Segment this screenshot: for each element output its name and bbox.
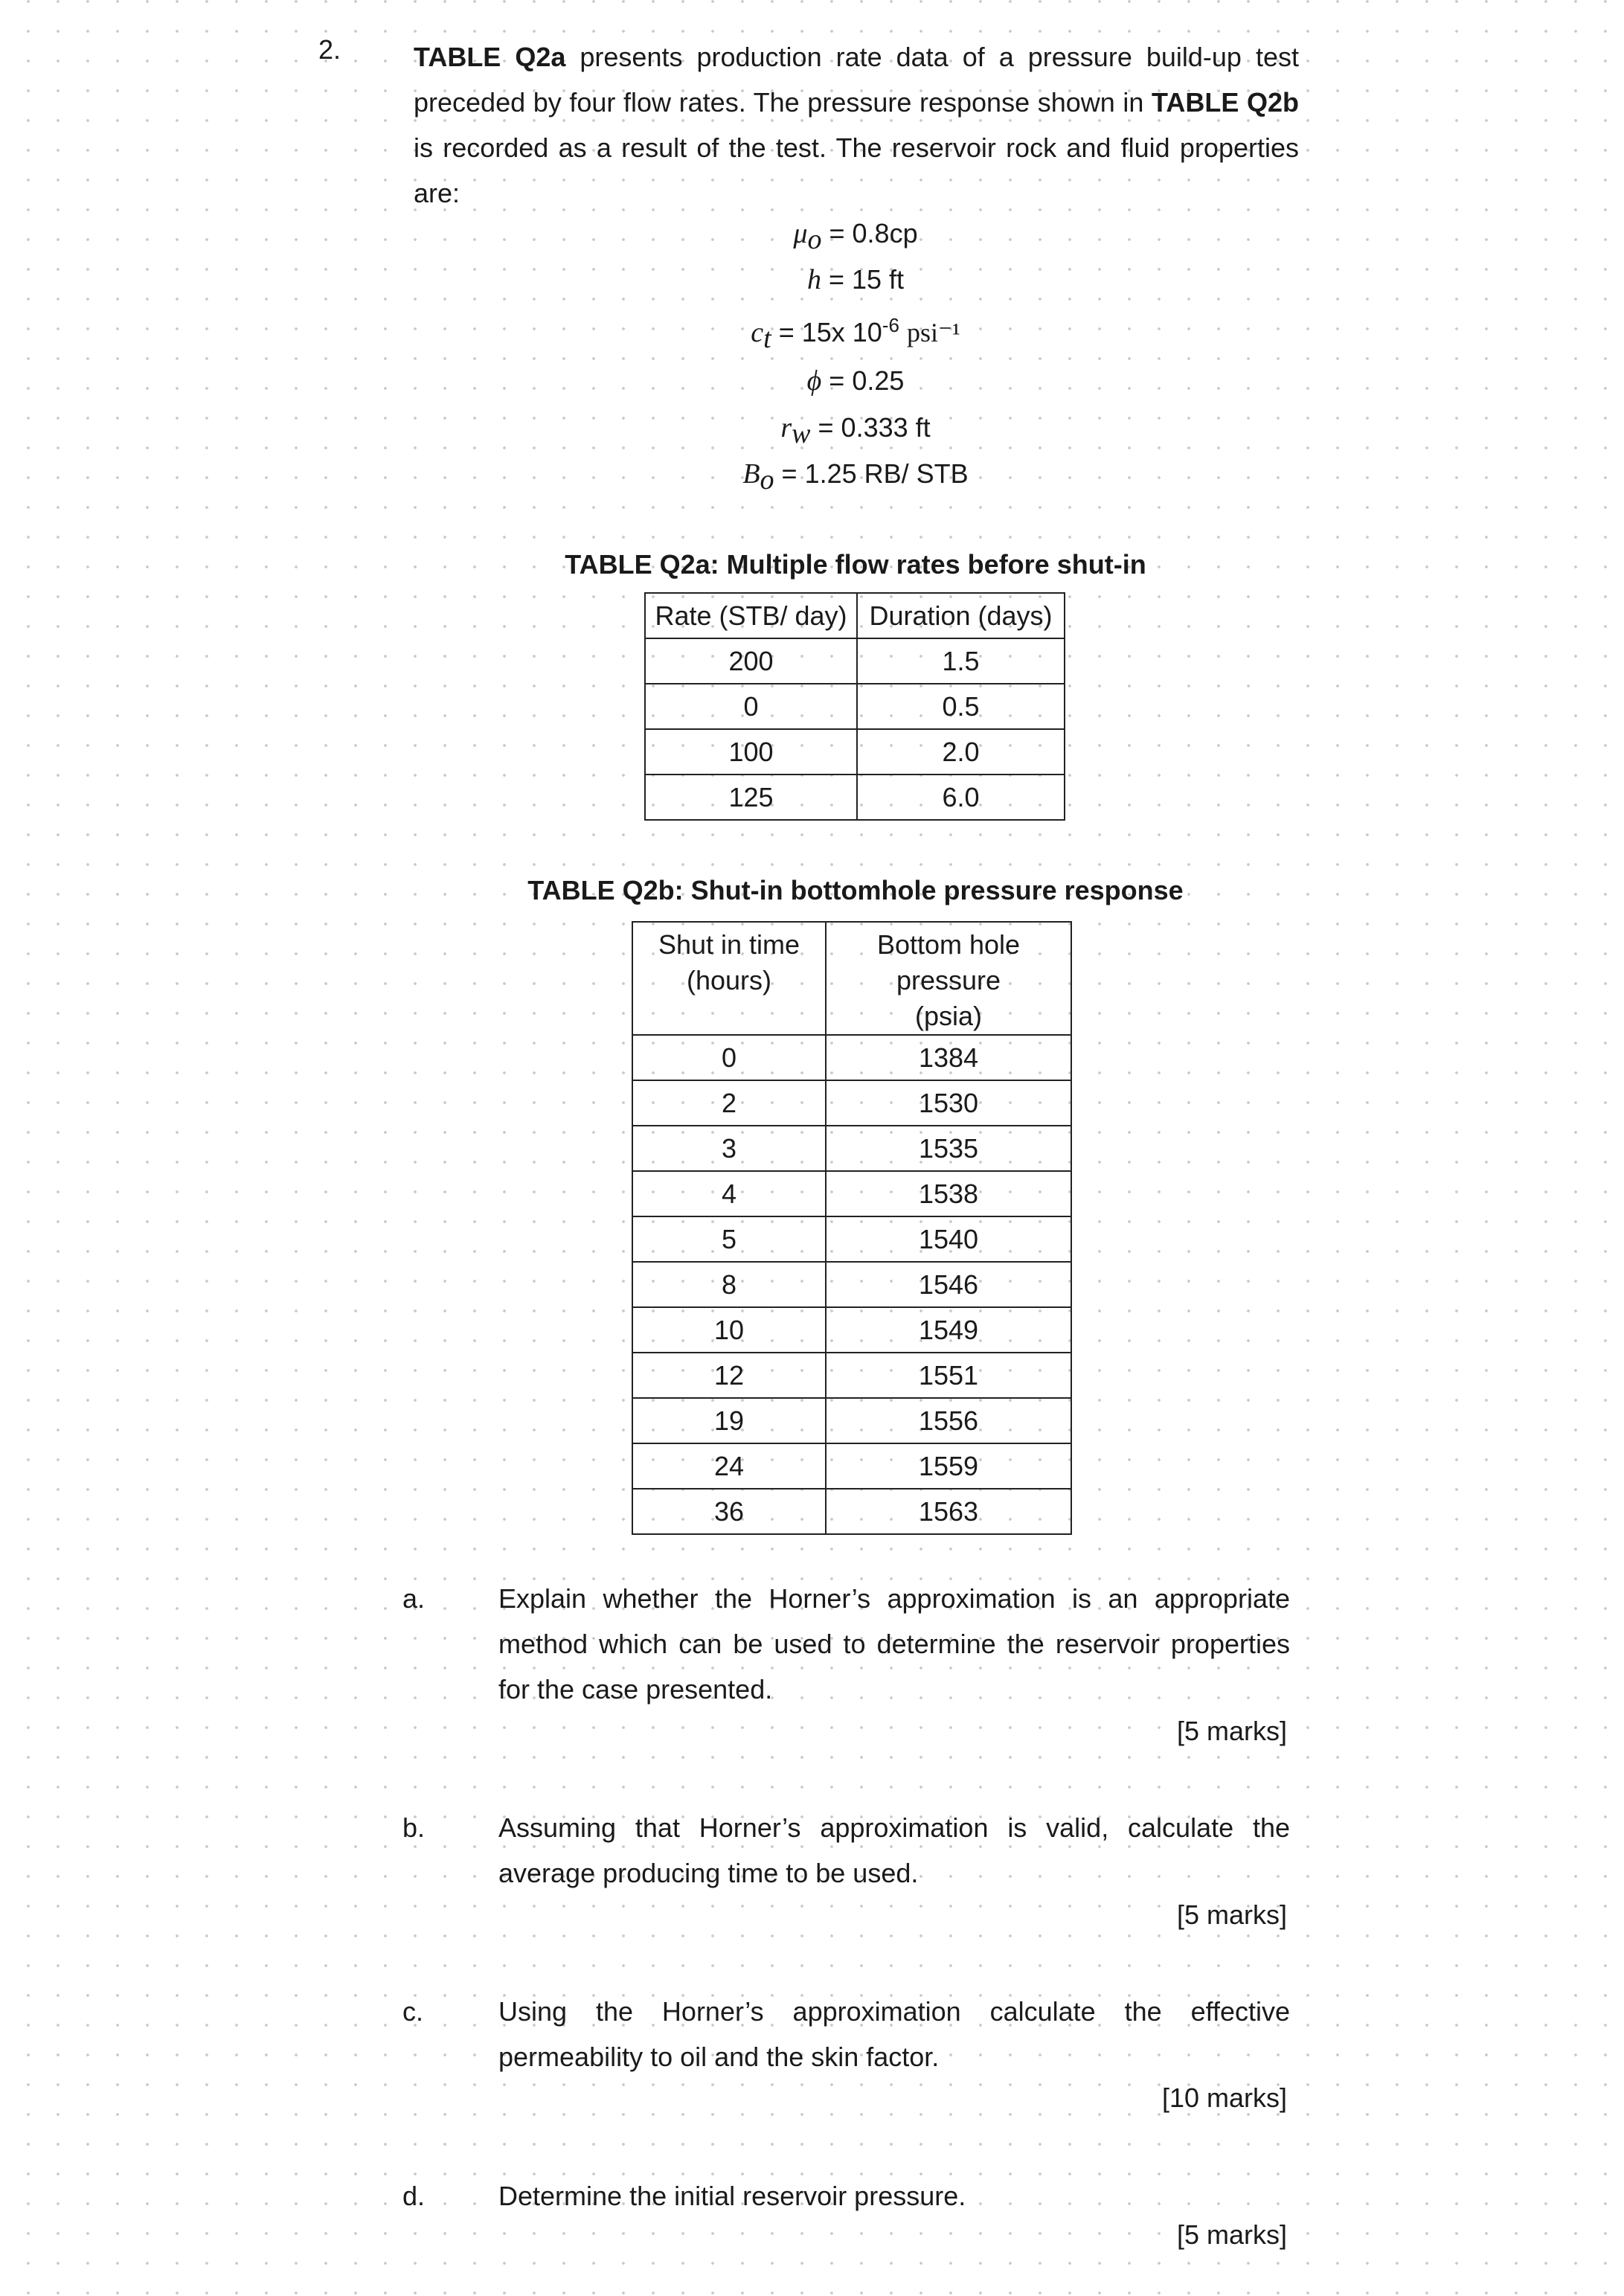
table-row: 19 1556 — [632, 1398, 1071, 1443]
part-a-text: Explain whether the Horner’s approximation is an appropriate method which can be used to determine the reservoir properties for the case presented. — [498, 1583, 1290, 1705]
part-d-text: Determine the initial reservoir pressure. — [498, 2181, 966, 2211]
column-header-rate: Rate (STB/ day) — [645, 593, 857, 638]
part-b-letter: b. — [402, 1812, 426, 1843]
part-d-letter: d. — [402, 2181, 426, 2211]
property-wellbore-radius: $r_w = 0.333$ ft — [780, 412, 931, 450]
table-row: 100 2.0 — [645, 729, 1065, 775]
part-c-text: Using the Horner’s approximation calculate the effective permeability to oil and the skin factor. — [498, 1996, 1290, 2072]
table-row: 2 1530 — [632, 1080, 1071, 1126]
property-formation-volume-factor: $B_o = 1.25$ RB/ STB — [742, 458, 969, 496]
table-q2b-caption: TABLE Q2b: Shut-in bottomhole pressure response — [527, 875, 1184, 905]
part-d-marks: [5 marks] — [1176, 2219, 1287, 2250]
part-b-marks: [5 marks] — [1176, 1899, 1287, 1930]
table-ref-q2b: TABLE Q2b — [1152, 87, 1299, 118]
table-row: 5 1540 — [632, 1216, 1071, 1262]
table-row: 24 1559 — [632, 1443, 1071, 1489]
column-header-shut-in-time: Shut in time (hours) — [632, 922, 826, 1035]
question-intro — [414, 34, 1299, 216]
table-row: 36 1563 — [632, 1489, 1071, 1534]
intro-text-2: is recorded as a result of the test. The reservoir rock and fluid properties are: — [414, 132, 1299, 208]
table-row: 12 1551 — [632, 1353, 1071, 1398]
table-row: 10 1549 — [632, 1307, 1071, 1353]
property-porosity: ϕ = 0.25 — [806, 365, 905, 397]
table-row: 3 1535 — [632, 1126, 1071, 1171]
part-a-marks: [5 marks] — [1176, 1716, 1287, 1746]
table-row: 125 6.0 — [645, 775, 1065, 820]
column-header-duration: Duration (days) — [857, 593, 1065, 638]
table-header-row — [645, 593, 1065, 638]
property-compressibility: $c_t = 15x$ $10^{-6}$ psi⁻¹ — [751, 314, 960, 355]
table-q2b — [632, 921, 1072, 1535]
property-thickness: h = 15 ft — [806, 264, 905, 295]
part-c-letter: c. — [402, 1996, 424, 2027]
table-q2a — [644, 592, 1065, 821]
part-a-letter: a. — [402, 1583, 426, 1614]
table-row: 0 0.5 — [645, 684, 1065, 729]
table-row: 0 1384 — [632, 1035, 1071, 1080]
table-row: 8 1546 — [632, 1262, 1071, 1307]
question-number: 2. — [318, 34, 341, 65]
table-ref-q2a: TABLE Q2a — [414, 42, 566, 72]
table-q2a-caption: TABLE Q2a: Multiple flow rates before shut-in — [565, 549, 1146, 580]
table-row: 200 1.5 — [645, 638, 1065, 684]
part-b-text: Assuming that Horner’s approximation is valid, calculate the average producing time to be used. — [498, 1812, 1290, 1888]
table-row: 4 1538 — [632, 1171, 1071, 1216]
property-viscosity: $\mu_o = 0.8cp$ — [793, 218, 918, 256]
table-header-row — [632, 922, 1071, 1035]
column-header-bottomhole-pressure: Bottom hole pressure (psia) — [826, 922, 1071, 1035]
part-c-marks: [10 marks] — [1161, 2082, 1287, 2113]
intro-text-1: presents production rate data of a pressure build-up test preceded by four flow rates. The pressure response shown in — [414, 42, 1299, 118]
